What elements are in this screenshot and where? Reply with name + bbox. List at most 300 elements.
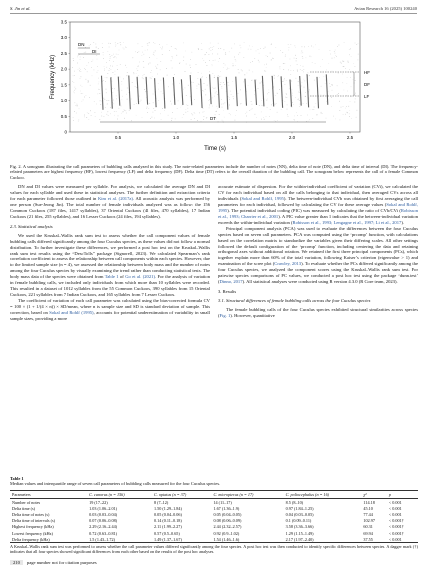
noise-speck: [243, 57, 244, 58]
table-cell: 14 (11–17): [213, 499, 232, 505]
noise-speck: [335, 53, 336, 54]
noise-speck: [157, 65, 158, 66]
noise-speck: [238, 69, 239, 70]
di-annotation: DI: [92, 49, 97, 54]
noise-speck: [328, 91, 329, 92]
noise-speck: [245, 113, 246, 114]
noise-speck: [117, 69, 118, 70]
noise-speck: [92, 60, 93, 61]
text-span: The female bubbling calls of the four Cuculus species exhibited structural similarities across species (: [218, 307, 418, 319]
noise-speck: [267, 94, 268, 95]
table-cell: 2.44 (2.32–2.57): [213, 524, 242, 530]
noise-speck: [183, 60, 184, 61]
table-cell: 2.17 (1.97–2.40): [284, 536, 362, 543]
noise-speck: [277, 93, 278, 94]
noise-speck: [296, 78, 297, 79]
citation-link[interactable]: Fig. 1: [219, 313, 231, 319]
noise-speck: [229, 99, 230, 100]
noise-speck: [342, 61, 343, 62]
citation-link[interactable]: Sokal and Rohlf (1995): [49, 310, 94, 316]
noise-speck: [277, 120, 278, 121]
noise-speck: [83, 57, 84, 58]
noise-speck: [74, 87, 75, 88]
noise-speck: [241, 70, 242, 71]
noise-speck: [73, 120, 74, 121]
noise-speck: [311, 46, 312, 47]
noise-speck: [148, 45, 149, 46]
noise-speck: [212, 49, 213, 50]
noise-speck: [275, 104, 276, 105]
noise-speck: [355, 99, 356, 100]
noise-speck: [150, 72, 151, 73]
noise-speck: [290, 59, 291, 60]
noise-speck: [125, 111, 126, 112]
noise-speck: [220, 82, 221, 83]
noise-speck: [263, 117, 264, 118]
noise-speck: [153, 42, 154, 43]
noise-speck: [158, 83, 159, 84]
noise-speck: [261, 112, 262, 113]
noise-speck: [261, 119, 262, 120]
noise-speck: [240, 48, 241, 49]
noise-speck: [121, 81, 122, 82]
noise-speck: [210, 43, 211, 44]
noise-speck: [214, 76, 215, 77]
paragraph: [10, 184, 210, 220]
noise-speck: [256, 80, 257, 81]
noise-speck: [299, 106, 300, 107]
noise-speck: [86, 79, 87, 80]
noise-speck: [77, 104, 78, 105]
noise-speck: [260, 48, 261, 49]
dn-annotation: DN: [78, 42, 85, 47]
table-cell: 3.58 (3.36–3.66): [285, 524, 314, 530]
noise-speck: [205, 89, 206, 90]
noise-speck: [252, 46, 253, 47]
noise-speck: [322, 113, 323, 114]
noise-speck: [219, 58, 220, 59]
noise-speck: [155, 43, 156, 44]
noise-speck: [112, 55, 113, 56]
noise-speck: [180, 107, 181, 108]
noise-speck: [252, 72, 253, 73]
noise-speck: [252, 61, 253, 62]
noise-speck: [286, 80, 287, 81]
noise-speck: [218, 43, 219, 44]
table-header-cell: p: [387, 491, 418, 499]
noise-speck: [349, 114, 350, 115]
noise-speck: [249, 46, 250, 47]
noise-speck: [104, 99, 105, 100]
noise-speck: [283, 63, 284, 64]
noise-speck: [295, 47, 296, 48]
noise-speck: [112, 66, 113, 67]
noise-speck: [90, 44, 91, 45]
noise-speck: [303, 72, 304, 73]
sonogram-svg: [10, 16, 420, 156]
noise-speck: [138, 44, 139, 45]
noise-speck: [147, 50, 148, 51]
citation-link[interactable]: Go et al. (2021): [125, 274, 155, 280]
noise-speck: [348, 62, 349, 63]
table-cell: Highest frequency (kHz): [12, 524, 54, 530]
noise-speck: [167, 44, 168, 45]
noise-speck: [155, 51, 156, 52]
lf-annotation: LF: [364, 94, 370, 99]
noise-speck: [203, 91, 204, 92]
noise-speck: [80, 85, 81, 86]
noise-speck: [222, 120, 223, 121]
noise-speck: [118, 90, 119, 91]
noise-speck: [212, 87, 213, 88]
noise-speck: [114, 89, 115, 90]
noise-speck: [209, 106, 210, 107]
noise-speck: [104, 116, 105, 117]
noise-speck: [284, 63, 285, 64]
citation-link[interactable]: Sokal and Rohlf, 1995: [218, 201, 418, 213]
noise-speck: [264, 119, 265, 120]
noise-speck: [229, 68, 230, 69]
noise-speck: [319, 49, 320, 50]
noise-speck: [291, 81, 292, 82]
noise-speck: [309, 76, 310, 77]
noise-speck: [73, 76, 74, 77]
noise-speck: [80, 71, 81, 72]
y-ticks: [61, 20, 70, 135]
citation-link[interactable]: Table 1: [104, 274, 119, 280]
noise-speck: [255, 114, 256, 115]
noise-speck: [300, 69, 301, 70]
text-span: . For the analysis of variation in female bubbling calls, we included only individuals from which more than 10 syllables were recorded. This resulted in a dataset of 1012 syllables from the 55 Common Cuckoos, 390 syllables from 15 Oriental Cuckoos, 221 syllables from 7 Indian Cuckoos, and 165 syllables from 7 Lesser Cuckoos.: [10, 274, 210, 298]
noise-speck: [158, 100, 159, 101]
noise-speck: [183, 57, 184, 58]
noise-speck: [117, 65, 118, 66]
noise-speck: [299, 92, 300, 93]
noise-speck: [188, 85, 189, 86]
noise-speck: [221, 87, 222, 88]
noise-speck: [89, 97, 90, 98]
noise-speck: [205, 54, 206, 55]
noise-speck: [292, 93, 293, 94]
noise-speck: [120, 64, 121, 65]
noise-speck: [262, 105, 263, 106]
citation-link[interactable]: Robisson et al., 1993; Lengagne et al., 1997; Li et al., 2017: [292, 219, 402, 225]
noise-speck: [275, 47, 276, 48]
noise-speck: [313, 47, 314, 48]
noise-speck: [251, 80, 252, 81]
noise-speck: [194, 99, 195, 100]
noise-speck: [298, 81, 299, 82]
noise-speck: [321, 94, 322, 95]
noise-speck: [214, 88, 215, 89]
noise-speck: [339, 101, 340, 102]
noise-speck: [111, 55, 112, 56]
noise-speck: [354, 102, 355, 103]
noise-speck: [191, 52, 192, 53]
noise-speck: [116, 96, 117, 97]
sonogram-figure: [10, 16, 420, 156]
noise-speck: [94, 101, 95, 102]
noise-speck: [240, 104, 241, 105]
noise-speck: [335, 55, 336, 56]
noise-speck: [185, 71, 186, 72]
noise-speck: [75, 105, 76, 106]
noise-speck: [235, 61, 236, 62]
noise-speck: [137, 52, 138, 53]
noise-speck: [339, 110, 340, 111]
noise-speck: [201, 43, 202, 44]
noise-speck: [115, 46, 116, 47]
noise-speck: [114, 111, 115, 112]
noise-speck: [235, 65, 236, 66]
noise-speck: [142, 78, 143, 79]
noise-speck: [325, 83, 326, 84]
noise-speck: [296, 58, 297, 59]
noise-speck: [209, 72, 210, 73]
noise-speck: [175, 119, 176, 120]
noise-speck: [301, 86, 302, 87]
noise-speck: [287, 105, 288, 106]
noise-speck: [333, 116, 334, 117]
noise-speck: [110, 114, 111, 115]
noise-speck: [108, 100, 109, 101]
noise-speck: [254, 58, 255, 59]
noise-speck: [211, 50, 212, 51]
noise-speck: [235, 59, 236, 60]
noise-speck: [116, 58, 117, 59]
citation-link[interactable]: Sokal and Rohlf, 1995: [241, 195, 284, 201]
y-tick-label: 3.5: [60, 19, 67, 25]
running-header: [10, 6, 417, 11]
noise-speck: [90, 85, 91, 86]
paragraph: [10, 233, 210, 298]
noise-speck: [219, 77, 220, 78]
noise-speck: [81, 101, 82, 102]
noise-speck: [101, 112, 102, 113]
table-title: [10, 476, 418, 487]
noise-speck: [345, 108, 346, 109]
noise-speck: [271, 44, 272, 45]
noise-speck: [149, 103, 150, 104]
noise-speck: [79, 109, 80, 110]
noise-speck: [175, 48, 176, 49]
noise-speck: [78, 55, 79, 56]
noise-speck: [274, 75, 275, 76]
noise-speck: [224, 103, 225, 104]
noise-speck: [223, 104, 224, 105]
footer-text: page number not for citation purposes: [26, 560, 97, 565]
y-tick-label: 2.0: [60, 66, 67, 72]
noise-speck: [223, 121, 224, 122]
table-header-cell: C. poliocephalus (n = 16): [284, 491, 362, 499]
noise-speck: [80, 69, 81, 70]
noise-speck: [133, 72, 134, 73]
noise-speck: [292, 95, 293, 96]
table-header-cell: C. canorus (n = 156): [87, 491, 152, 499]
noise-speck: [225, 54, 226, 55]
citation-link[interactable]: Robisson et al., 1993; Charrier et al., 2001: [218, 207, 418, 219]
noise-speck: [86, 117, 87, 118]
noise-speck: [331, 106, 332, 107]
noise-speck: [207, 65, 208, 66]
noise-speck: [224, 84, 225, 85]
noise-speck: [138, 52, 139, 53]
table-cell: 45.10: [363, 505, 373, 511]
noise-speck: [251, 101, 252, 102]
noise-speck: [290, 44, 291, 45]
table-cell: 0.08 (0.06–0.09): [213, 518, 242, 524]
noise-speck: [300, 104, 301, 105]
noise-speck: [220, 76, 221, 77]
noise-speck: [304, 81, 305, 82]
noise-speck: [285, 54, 286, 55]
text-span: , accounts for potential underestimation of variability in small sample sizes, providing a more: [10, 310, 210, 322]
noise-speck: [271, 59, 272, 60]
noise-speck: [116, 99, 117, 100]
noise-speck: [80, 59, 81, 60]
x-tick-label: 2.0: [288, 135, 296, 140]
noise-speck: [224, 50, 225, 51]
table-cell: 0.05 (0.04–0.06): [153, 511, 182, 517]
noise-speck: [121, 106, 122, 107]
noise-speck: [166, 68, 167, 69]
noise-speck: [155, 110, 156, 111]
noise-speck: [328, 63, 329, 64]
noise-speck: [122, 112, 123, 113]
noise-speck: [93, 42, 94, 43]
noise-speck: [194, 113, 195, 114]
noise-speck: [135, 86, 136, 87]
noise-speck: [109, 54, 110, 55]
noise-speck: [105, 81, 106, 82]
noise-speck: [74, 75, 75, 76]
noise-speck: [140, 101, 141, 102]
noise-speck: [228, 85, 229, 86]
noise-speck: [284, 80, 285, 81]
noise-speck: [80, 57, 81, 58]
noise-speck: [171, 61, 172, 62]
noise-speck: [74, 103, 75, 104]
noise-speck: [96, 55, 97, 56]
noise-speck: [126, 67, 127, 68]
table-cell: 0.1 (0.09–0.11): [285, 518, 312, 524]
noise-speck: [149, 57, 150, 58]
table-cell: < 0.001: [388, 511, 402, 517]
noise-speck: [265, 47, 266, 48]
noise-speck: [267, 99, 268, 100]
noise-speck: [271, 105, 272, 106]
noise-speck: [205, 62, 206, 63]
y-axis-label: Frequency (kHz): [50, 54, 56, 100]
citation-link[interactable]: Crawley, 2013: [274, 261, 302, 267]
noise-speck: [199, 113, 200, 114]
noise-speck: [152, 76, 153, 77]
noise-speck: [348, 106, 349, 107]
noise-speck: [84, 68, 85, 69]
noise-speck: [344, 42, 345, 43]
noise-speck: [267, 56, 268, 57]
noise-speck: [191, 114, 192, 115]
noise-speck: [258, 88, 259, 89]
noise-speck: [317, 115, 318, 116]
y-tick-label: 1.0: [60, 98, 67, 104]
noise-speck: [301, 115, 302, 116]
noise-speck: [179, 83, 180, 84]
table-cell: 69.94: [363, 530, 373, 536]
noise-speck: [161, 119, 162, 120]
table-cell: 102.97: [363, 518, 375, 524]
noise-speck: [280, 50, 281, 51]
noise-speck: [303, 69, 304, 70]
noise-speck: [113, 100, 114, 101]
noise-speck: [171, 120, 172, 121]
noise-speck: [332, 71, 333, 72]
noise-speck: [261, 100, 262, 101]
noise-speck: [94, 70, 95, 71]
noise-speck: [244, 75, 245, 76]
noise-speck: [99, 101, 100, 102]
noise-speck: [264, 65, 265, 66]
table-cell: Number of notes: [12, 499, 41, 505]
noise-speck: [306, 121, 307, 122]
noise-speck: [239, 53, 240, 54]
noise-speck: [96, 47, 97, 48]
table-cell: < 0.001†: [388, 518, 404, 524]
noise-speck: [162, 47, 163, 48]
noise-speck: [326, 70, 327, 71]
citation-link[interactable]: Dinno, 2017: [219, 279, 243, 285]
noise-speck: [346, 95, 347, 96]
noise-speck: [76, 113, 77, 114]
noise-speck: [233, 99, 234, 100]
noise-speck: [95, 112, 96, 113]
noise-speck: [280, 66, 281, 67]
table-header-cell: C. micropterus (n = 17): [211, 491, 283, 499]
noise-speck: [192, 115, 193, 116]
noise-speck: [109, 60, 110, 61]
noise-speck: [201, 49, 202, 50]
noise-speck: [125, 65, 126, 66]
noise-speck: [126, 76, 127, 77]
noise-speck: [301, 53, 302, 54]
noise-speck: [355, 66, 356, 67]
noise-speck: [355, 95, 356, 96]
text-span: . All acoustic analysis was performed by one person (Sue-Jeong Jin). The total number of female individuals analyzed was as follow: the 156 Common Cuckoos (187 files, 1417 syllables), 37 Oriental Cuckoos (4l files, 470 syllables), 17 Indian Cuckoos (21 files, 255 syllables), and 16 Lesser Cuckoos (24 files, 194 syllables).: [10, 195, 210, 219]
noise-speck: [136, 115, 137, 116]
noise-speck: [96, 104, 97, 105]
noise-speck: [356, 117, 357, 118]
noise-speck: [286, 94, 287, 95]
noise-speck: [224, 117, 225, 118]
table-cell: < 0.001: [388, 505, 402, 511]
noise-speck: [279, 89, 280, 90]
noise-speck: [86, 95, 87, 96]
noise-speck: [266, 100, 267, 101]
noise-speck: [98, 84, 99, 85]
noise-speck: [350, 101, 351, 102]
noise-speck: [235, 120, 236, 121]
noise-speck: [153, 112, 154, 113]
citation-link[interactable]: Kim et al. (2017a): [97, 195, 133, 201]
noise-speck: [217, 94, 218, 95]
header-journal: Avian Research 16 (2025) 100240: [354, 6, 417, 11]
noise-speck: [198, 72, 199, 73]
noise-speck: [182, 106, 183, 107]
noise-speck: [191, 119, 192, 120]
noise-speck: [172, 58, 173, 59]
noise-speck: [97, 66, 98, 67]
noise-speck: [172, 84, 173, 85]
